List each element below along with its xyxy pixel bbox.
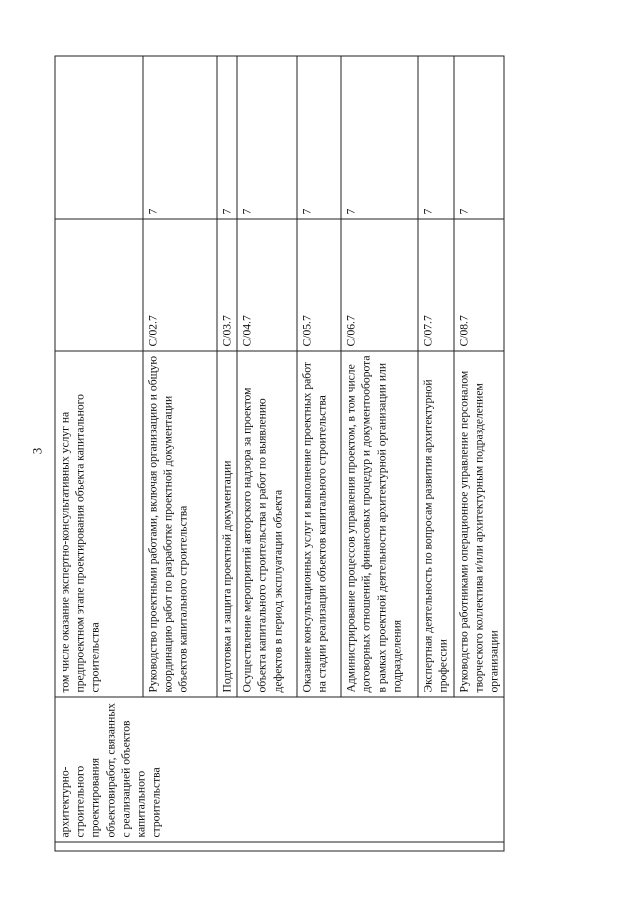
level-cell: 7 (341, 56, 418, 219)
level-cell: 7 (143, 56, 217, 219)
code-cell (55, 219, 143, 351)
level-cell: 7 (297, 56, 341, 219)
function-cell: Руководство работниками операционное управление персоналом творческого коллектива и/или архитектурным подразделением организации (454, 351, 505, 697)
page-number: 3 (29, 447, 45, 455)
table-row (55, 56, 143, 851)
empty-margin-cell (55, 842, 504, 851)
function-cell: Администрирование процессов управления проектом, в том числе договорных отношений, финансовых процедур и документооборота в рамках проектной деятельности архитектурной организации или подразделения (341, 351, 418, 697)
function-cell: Руководство проектными работами, включая организацию и общую координацию работ по разработке проектной документации объектов капитального строительства (143, 351, 217, 697)
function-cell: Осуществление мероприятий авторского надзора за проектом объекта капитального строительства и работ по выявлению дефектов в период эксплуатации объекта (237, 351, 297, 697)
level-cell: 7 (237, 56, 297, 219)
function-cell: том числе оказание экспертно-консультативных услуг на предпроектном этапе проектирования объекта капитального строительства (55, 351, 143, 697)
code-cell: С/07.7 (418, 219, 453, 351)
code-cell: С/06.7 (341, 219, 418, 351)
functions-table (55, 56, 505, 852)
code-cell: С/03.7 (217, 219, 237, 351)
level-cell: 7 (217, 56, 237, 219)
code-cell: С/02.7 (143, 219, 217, 351)
rotated-table-container (55, 57, 501, 852)
function-cell: Экспертная деятельность по вопросам развития архитектурной профессии (418, 351, 453, 697)
level-cell (55, 56, 143, 219)
code-cell: С/08.7 (454, 219, 505, 351)
category-cell: архитектурно-строительного проектирования объектовиработ, связанных с реализацией объектов капитального строительства (55, 697, 504, 842)
code-cell: С/04.7 (237, 219, 297, 351)
function-cell: Подготовка и защита проектной документации (217, 351, 237, 697)
function-cell: Оказание консультационных услуг и выполнение проектных работ на стадии реализации объектов капитального строительства (297, 351, 341, 697)
level-cell: 7 (418, 56, 453, 219)
level-cell: 7 (454, 56, 505, 219)
code-cell: С/05.7 (297, 219, 341, 351)
